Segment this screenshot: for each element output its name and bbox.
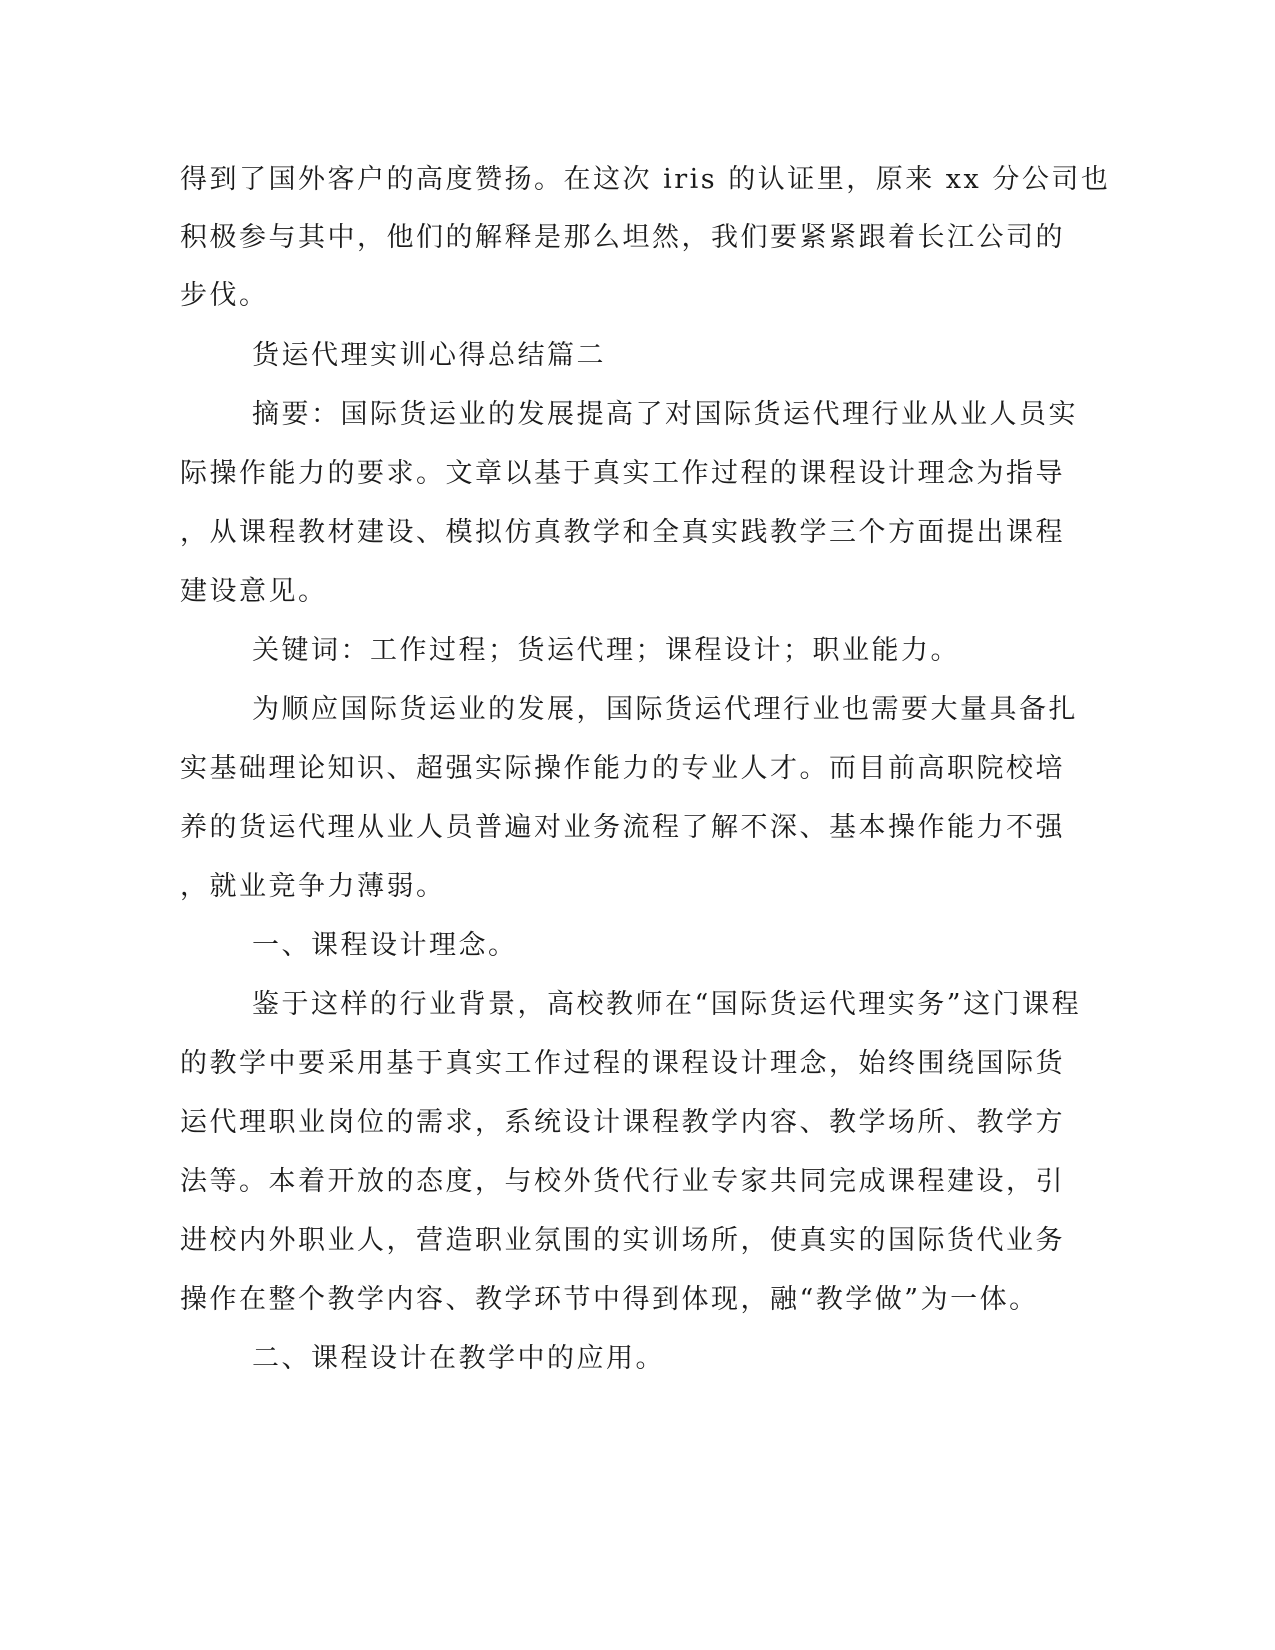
text-line: 积极参与其中，他们的解释是那么坦然，我们要紧紧跟着长江公司的: [180, 222, 1065, 253]
text-line: 鉴于这样的行业背景，高校教师在“国际货运代理实务”这门课程: [252, 989, 1082, 1020]
section-heading: 一、课程设计理念。: [252, 930, 518, 961]
text-line: 步伐。: [180, 280, 269, 311]
text-line: 为顺应国际货运业的发展，国际货运代理行业也需要大量具备扎: [252, 694, 1078, 725]
text-line: 法等。本着开放的态度，与校外货代行业专家共同完成课程建设，引: [180, 1166, 1065, 1197]
text-line: 实基础理论知识、超强实际操作能力的专业人才。而目前高职院校培: [180, 753, 1065, 784]
text-line: ，从课程教材建设、模拟仿真教学和全真实践教学三个方面提出课程: [180, 517, 1065, 548]
text-line: ，就业竞争力薄弱。: [180, 871, 446, 902]
section-heading: 二、课程设计在教学中的应用。: [252, 1343, 665, 1374]
section-heading: 货运代理实训心得总结篇二: [252, 340, 606, 371]
text-line: 得到了国外客户的高度赞扬。在这次 iris 的认证里，原来 xx 分公司也: [180, 164, 1111, 195]
text-line: 摘要：国际货运业的发展提高了对国际货运代理行业从业人员实: [252, 399, 1078, 430]
text-line: 的教学中要采用基于真实工作过程的课程设计理念，始终围绕国际货: [180, 1048, 1065, 1079]
text-line: 运代理职业岗位的需求，系统设计课程教学内容、教学场所、教学方: [180, 1107, 1065, 1138]
text-line: 建设意见。: [180, 576, 328, 607]
keywords-line: 关键词：工作过程；货运代理；课程设计；职业能力。: [252, 635, 960, 666]
text-line: 操作在整个教学内容、教学环节中得到体现，融“教学做”为一体。: [180, 1284, 1039, 1315]
text-line: 养的货运代理从业人员普遍对业务流程了解不深、基本操作能力不强: [180, 812, 1065, 843]
text-line: 际操作能力的要求。文章以基于真实工作过程的课程设计理念为指导: [180, 458, 1065, 489]
text-line: 进校内外职业人，营造职业氛围的实训场所，使真实的国际货代业务: [180, 1225, 1065, 1256]
